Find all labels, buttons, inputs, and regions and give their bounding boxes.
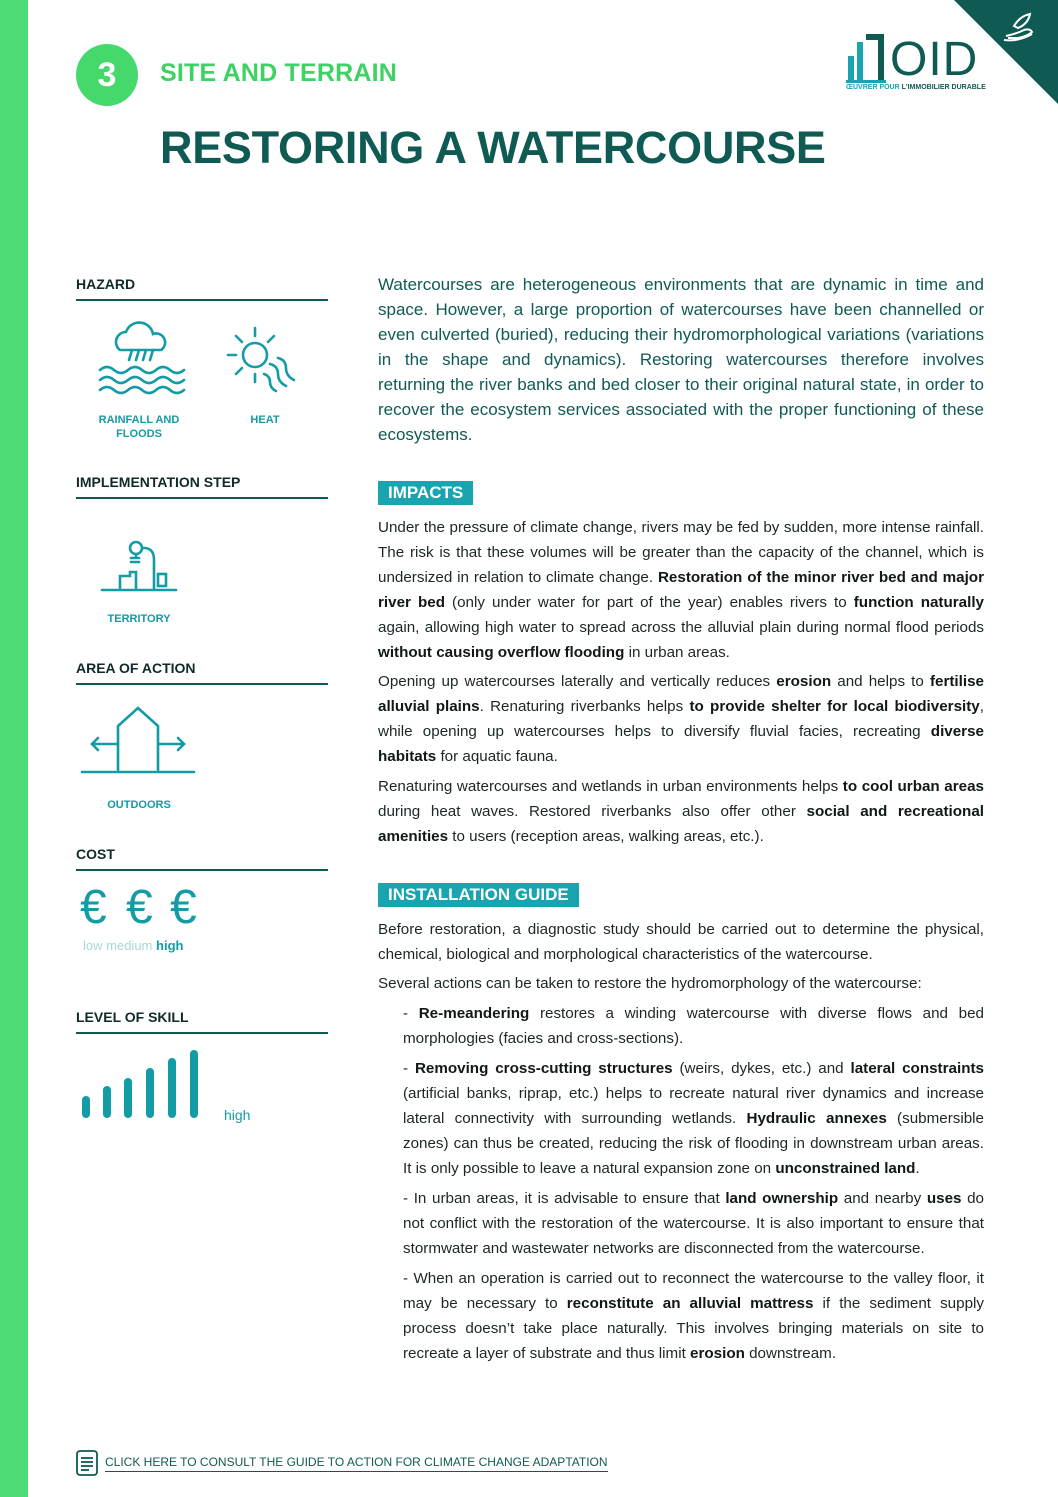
cost-heading: COST — [76, 846, 328, 871]
logo-tagline: ŒUVRER POUR L'IMMOBILIER DURABLE — [846, 84, 986, 91]
impacts-paragraph-1: Under the pressure of climate change, rivers may be fed by sudden, more intense rainfall. The risk is that these volumes will be greater than the capacity of the channel, which is undersized in relation to climate change. Restoration of the minor river bed and major river bed (only under water for part of the year) enables rivers to function naturally again, allowing high water to spread across the alluvial plain during normal flood periods without causing overflow flooding in urban areas. — [378, 519, 984, 661]
installation-guide-heading: INSTALLATION GUIDE — [378, 883, 579, 907]
skill-level-label: high — [224, 1107, 251, 1123]
hazard-heading: HAZARD — [76, 276, 328, 301]
impacts-paragraph-2: Opening up watercourses laterally and vertically reduces erosion and helps to fertilise alluvial plains. Renaturing riverbanks helps to provide shelter for local biodiversity, while opening up watercourses helps to diversify fluvial facies, recreating diverse habitats for aquatic fauna. — [378, 673, 984, 765]
section-number-badge: 3 — [76, 44, 138, 106]
left-accent-strip — [0, 0, 28, 1497]
hazard-label-heat: HEAT — [250, 414, 280, 426]
skill-bar-2 — [103, 1086, 111, 1118]
section-title: SITE AND TERRAIN — [160, 59, 398, 87]
page-title: RESTORING A WATERCOURSE — [160, 122, 826, 173]
area-label: OUTDOORS — [107, 799, 171, 811]
area-heading: AREA OF ACTION — [76, 660, 328, 685]
cost-euro-3: € — [170, 881, 197, 934]
skill-heading: LEVEL OF SKILL — [76, 1009, 328, 1034]
logo-wordmark: OID — [890, 33, 979, 86]
document-icon[interactable] — [76, 1450, 98, 1476]
guide-bullet-2: - Removing cross-cutting structures (weirs, dykes, etc.) and lateral constraints (artificial banks, riprap, etc.) helps to recreate natural river dynamics and increase lateral connectivity with surrounding wetlands. Hydraulic annexes (submersible zones) can thus be created, reducing the risk of flooding in downstream urban areas. It is only possible to leave a natural expansion zone on unconstrained land. — [403, 1060, 984, 1177]
hazard-label-rainfall: RAINFALL AND FLOODS — [98, 414, 180, 440]
guide-paragraph-1: Before restoration, a diagnostic study should be carried out to determine the physical, chemical, biological and morphological characteristics of the watercourse. — [378, 921, 984, 963]
rain-cloud-waves-icon — [96, 320, 186, 396]
skill-bar-1 — [82, 1096, 90, 1118]
territory-icon — [100, 538, 178, 594]
cost-euro-2: € — [126, 881, 153, 934]
implementation-label: TERRITORY — [107, 613, 171, 625]
guide-link[interactable]: CLICK HERE TO CONSULT THE GUIDE TO ACTION FOR CLIMATE CHANGE ADAPTATION — [105, 1455, 608, 1472]
house-arrows-icon — [80, 704, 196, 776]
sun-heat-icon — [224, 324, 300, 394]
intro-paragraph: Watercourses are heterogeneous environments that are dynamic in time and space. However, a large proportion of watercourses have been channelled or even culverted (buried), reducing their hydromorphological variations (variations in the shape and dynamics). Restoring watercourses therefore involves returning the river banks and bed closer to their original natural state, in order to recover the ecosystem services associated with the proper functioning of these ecosystems. — [378, 275, 984, 444]
impacts-paragraph-3: Renaturing watercourses and wetlands in urban environments helps to cool urban areas during heat waves. Restored riverbanks also offer other social and recreational amenities to users (reception areas, walking areas, etc.). — [378, 778, 984, 845]
cost-medium: medium — [106, 938, 153, 953]
guide-bullet-1: - Re-meandering restores a winding watercourse with diverse flows and bed morphologies (facies and cross-sections). — [403, 1005, 984, 1047]
implementation-heading: IMPLEMENTATION STEP — [76, 474, 328, 499]
skill-bar-6 — [190, 1050, 198, 1118]
skill-bar-3 — [124, 1078, 132, 1118]
guide-paragraph-2: Several actions can be taken to restore the hydromorphology of the watercourse: — [378, 975, 922, 992]
skill-bar-4 — [146, 1068, 154, 1118]
cost-euro-1: € — [80, 881, 107, 934]
skill-bar-5 — [168, 1058, 176, 1118]
cost-scale — [83, 938, 183, 953]
cost-low: low — [83, 938, 103, 953]
impacts-heading: IMPACTS — [378, 481, 473, 505]
cost-high: high — [156, 938, 184, 953]
guide-bullet-3: - In urban areas, it is advisable to ensure that land ownership and nearby uses do not conflict with the restoration of the watercourse. It is also important to ensure that stormwater and wastewater networks are disconnected from the watercourse. — [403, 1190, 985, 1257]
guide-bullet-4: - When an operation is carried out to reconnect the watercourse to the valley floor, it may be necessary to reconstitute an alluvial mattress if the sediment supply process doesn’t take place naturally. This involves bringing materials on site to recreate a layer of substrate and thus limit erosion downstream. — [403, 1270, 984, 1362]
